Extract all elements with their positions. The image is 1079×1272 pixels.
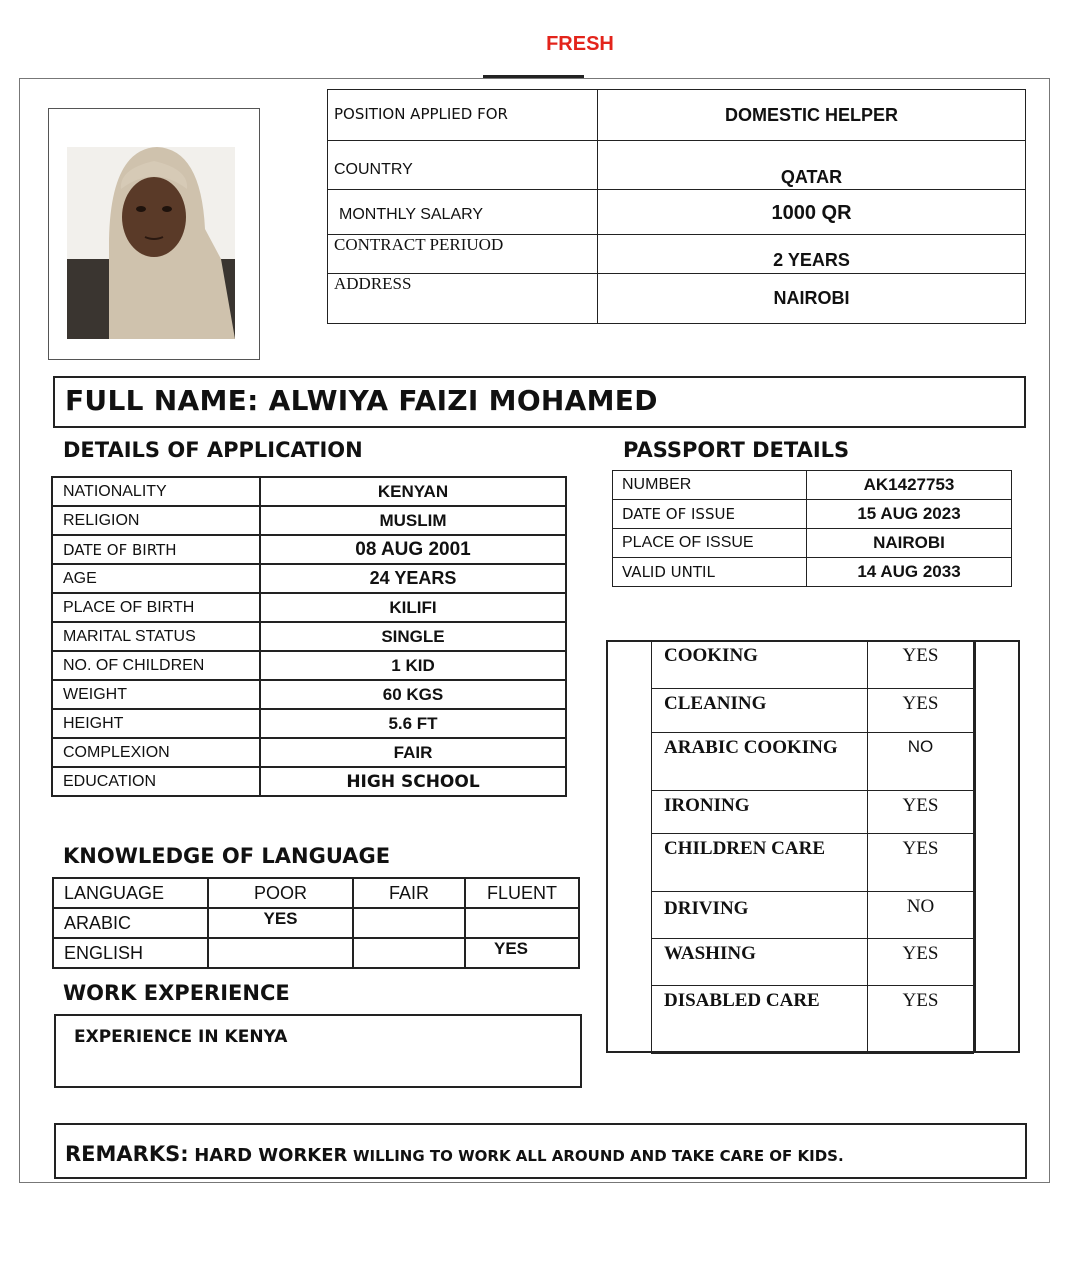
detail-label: NO. OF CHILDREN [52,651,260,680]
skill-name: CLEANING [652,689,868,733]
contract-value: 2 YEARS [598,235,1026,274]
poor-header: POOR [208,878,353,908]
skill-name: IRONING [652,791,868,834]
detail-label: COMPLEXION [52,738,260,767]
skill-value: NO [868,733,974,791]
detail-value: HIGH SCHOOL [260,767,566,796]
passport-label: NUMBER [613,471,807,500]
skill-value: YES [868,939,974,986]
language-fair [353,908,465,938]
detail-value: 08 AUG 2001 [260,535,566,564]
table-row [52,622,566,651]
table-row [652,834,974,892]
language-header: LANGUAGE [53,878,208,908]
address-value: NAIROBI [598,274,1026,324]
skills-table [651,640,974,1054]
skill-value: YES [868,986,974,1054]
passport-value: AK1427753 [807,471,1012,500]
passport-value: NAIROBI [807,529,1012,558]
applicant-photo-image [49,109,259,359]
detail-label: PLACE OF BIRTH [52,593,260,622]
detail-value: KENYAN [260,477,566,506]
country-label: COUNTRY [328,141,598,190]
work-experience-box [54,1014,582,1088]
detail-label: MARITAL STATUS [52,622,260,651]
language-fluent: YES [465,938,579,968]
skill-value: YES [868,641,974,689]
language-fluent [465,908,579,938]
detail-label: RELIGION [52,506,260,535]
skill-value: YES [868,834,974,892]
table-row [52,680,566,709]
language-poor [208,938,353,968]
table-row [52,738,566,767]
detail-value: FAIR [260,738,566,767]
table-row [52,651,566,680]
country-value: QATAR [598,141,1026,190]
table-row [52,564,566,593]
status-fresh: FRESH [546,33,614,55]
language-fair [353,938,465,968]
salary-label: MONTHLY SALARY [328,190,598,235]
table-row [613,471,1012,500]
detail-label: WEIGHT [52,680,260,709]
passport-title: PASSPORT DETAILS [623,438,850,462]
address-label: ADDRESS [328,274,598,324]
fair-header: FAIR [353,878,465,908]
table-row [652,641,974,689]
skill-name: ARABIC COOKING [652,733,868,791]
skills-right-column [974,640,1020,1053]
language-table [52,877,580,969]
table-row [652,939,974,986]
position-label: POSITION APPLIED FOR [328,90,598,141]
detail-value: 24 YEARS [260,564,566,593]
passport-label: PLACE OF ISSUE [613,529,807,558]
passport-value: 15 AUG 2023 [807,500,1012,529]
passport-label: DATE OF ISSUE [613,500,807,529]
detail-value: KILIFI [260,593,566,622]
skill-value: YES [868,791,974,834]
applicant-photo [48,108,260,360]
work-experience-text: EXPERIENCE IN KENYA [74,1027,288,1047]
table-row [652,892,974,939]
table-row [52,767,566,796]
detail-label: NATIONALITY [52,477,260,506]
detail-label: DATE OF BIRTH [52,535,260,564]
table-row [613,529,1012,558]
table-row [613,558,1012,587]
table-row [53,878,579,908]
language-name: ENGLISH [53,938,208,968]
skill-name: COOKING [652,641,868,689]
skill-name: DRIVING [652,892,868,939]
detail-value: SINGLE [260,622,566,651]
position-value: DOMESTIC HELPER [598,90,1026,141]
detail-value: 5.6 FT [260,709,566,738]
job-info-table [327,89,1026,324]
language-title: KNOWLEDGE OF LANGUAGE [63,844,391,868]
skill-value: NO [868,892,974,939]
detail-label: EDUCATION [52,767,260,796]
table-row [53,938,579,968]
table-row [652,689,974,733]
table-row [652,986,974,1054]
table-row [52,535,566,564]
skill-value: YES [868,689,974,733]
details-table [51,476,567,797]
language-name: ARABIC [53,908,208,938]
skill-name: DISABLED CARE [652,986,868,1054]
detail-value: MUSLIM [260,506,566,535]
detail-label: AGE [52,564,260,593]
remarks-text-2: WILLING TO WORK ALL AROUND AND TAKE CARE OF KIDS. [352,1147,844,1165]
work-title: WORK EXPERIENCE [63,981,290,1005]
remarks [65,1142,844,1166]
passport-label: VALID UNTIL [613,558,807,587]
salary-value: 1000 QR [598,190,1026,235]
remarks-label: REMARKS: [65,1142,189,1166]
contract-label: CONTRACT PERIUOD [328,235,598,274]
language-poor: YES [208,908,353,938]
skill-name: CHILDREN CARE [652,834,868,892]
table-row [52,709,566,738]
table-row [652,733,974,791]
details-title: DETAILS OF APPLICATION [63,438,363,462]
full-name: FULL NAME: ALWIYA FAIZI MOHAMED [65,384,658,417]
detail-value: 60 KGS [260,680,566,709]
passport-table [612,470,1012,587]
remarks-text-1: HARD WORKER [194,1145,348,1166]
table-row [52,593,566,622]
detail-value: 1 KID [260,651,566,680]
detail-label: HEIGHT [52,709,260,738]
table-row [652,791,974,834]
table-row [53,908,579,938]
table-row [52,477,566,506]
table-row [613,500,1012,529]
table-row [52,506,566,535]
skill-name: WASHING [652,939,868,986]
fluent-header: FLUENT [465,878,579,908]
passport-value: 14 AUG 2033 [807,558,1012,587]
